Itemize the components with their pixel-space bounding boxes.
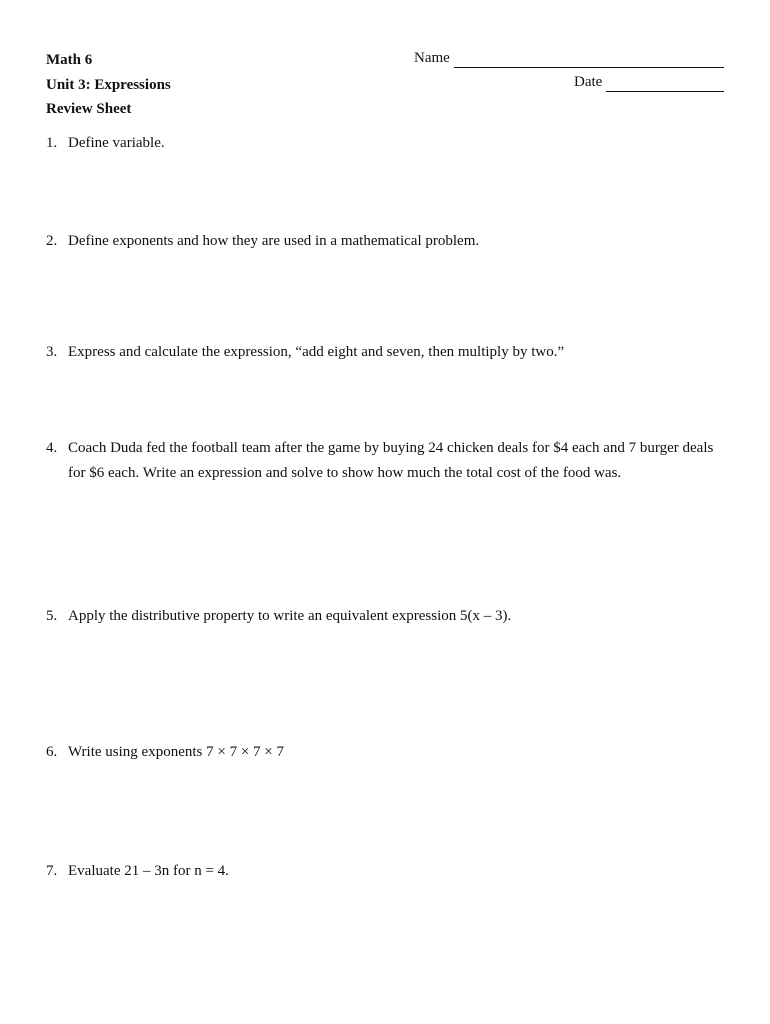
question-2 — [46, 229, 722, 254]
question-text: Evaluate 21 – 3n for n = 4. — [68, 863, 229, 879]
question-6 — [46, 740, 722, 765]
course-title: Math 6 — [46, 52, 93, 68]
name-label: Name — [414, 50, 450, 66]
unit-title: Unit 3: Expressions — [46, 76, 171, 93]
question-number: 7. — [46, 863, 58, 879]
name-field — [414, 48, 724, 68]
question-1 — [46, 131, 722, 156]
question-text: Coach Duda fed the football team after the game by buying 24 chicken deals for $4 each and 7 burger deals for $6 each. Write an expression and solve to show how much the total cost of the food was. — [68, 440, 714, 481]
question-4 — [46, 436, 722, 486]
date-field — [574, 72, 724, 92]
question-3 — [46, 340, 722, 365]
question-number: 5. — [46, 608, 58, 624]
question-5 — [46, 604, 722, 629]
question-text: Define exponents and how they are used in a mathematical problem. — [68, 233, 480, 249]
question-7 — [46, 859, 722, 884]
question-number: 2. — [46, 233, 58, 249]
question-text: Express and calculate the expression, “add eight and seven, then multiply by two.” — [68, 344, 565, 360]
question-number: 4. — [46, 440, 58, 456]
question-number: 6. — [46, 744, 58, 760]
question-text: Apply the distributive property to write an equivalent expression 5(x – 3). — [68, 608, 512, 624]
question-number: 3. — [46, 344, 58, 360]
date-label: Date — [574, 74, 603, 90]
question-number: 1. — [46, 135, 58, 151]
sheet-title: Review Sheet — [46, 101, 132, 117]
question-text: Define variable. — [68, 135, 165, 151]
question-text: Write using exponents 7 × 7 × 7 × 7 — [68, 744, 284, 760]
name-blank-line — [454, 52, 724, 68]
date-blank-line — [606, 76, 724, 92]
worksheet-header — [46, 48, 171, 122]
